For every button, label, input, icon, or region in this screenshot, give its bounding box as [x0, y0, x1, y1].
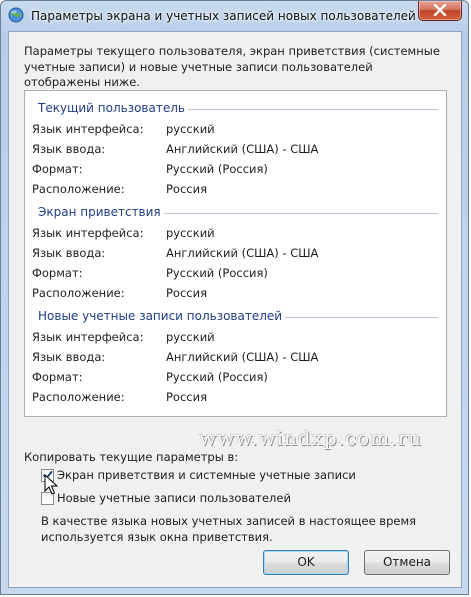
setting-label: Формат: — [32, 370, 83, 384]
setting-label: Расположение: — [32, 182, 125, 196]
close-button[interactable] — [418, 1, 462, 21]
setting-label: Язык ввода: — [32, 246, 106, 260]
setting-value: Русский (Россия) — [166, 162, 268, 176]
setting-label: Язык интерфейса: — [32, 122, 144, 136]
setting-label: Формат: — [32, 162, 83, 176]
section-divider — [153, 213, 438, 214]
section-divider — [175, 109, 438, 110]
setting-row — [32, 390, 432, 408]
setting-label: Язык интерфейса: — [32, 226, 144, 240]
window-title: Параметры экрана и учетных записей новых пользователей — [31, 9, 416, 23]
section-title: Текущий пользователь — [38, 101, 188, 115]
copy-settings-label: Копировать текущие параметры в: — [24, 450, 239, 464]
setting-row — [32, 162, 432, 180]
cancel-button[interactable]: Отмена — [364, 550, 450, 575]
setting-row — [32, 226, 432, 244]
setting-label: Язык ввода: — [32, 350, 106, 364]
setting-row — [32, 286, 432, 304]
checkbox-label: Новые учетные записи пользователей — [57, 491, 291, 505]
checkbox-label: Экран приветствия и системные учетные записи — [57, 468, 356, 482]
settings-panel — [24, 90, 447, 417]
setting-label: Формат: — [32, 266, 83, 280]
note-text: В качестве языка новых учетных записей в настоящее время используется язык окна приветствия. — [41, 514, 417, 544]
setting-label: Расположение: — [32, 390, 125, 404]
setting-value: Английский (США) - США — [166, 350, 319, 364]
title-bar[interactable] — [1, 1, 468, 31]
setting-row — [32, 246, 432, 264]
setting-value: русский — [166, 122, 215, 136]
setting-value: Английский (США) - США — [166, 142, 319, 156]
setting-row — [32, 122, 432, 140]
setting-label: Расположение: — [32, 286, 125, 300]
cursor-icon — [44, 474, 58, 496]
dialog-body — [8, 31, 462, 588]
close-icon — [433, 4, 447, 16]
setting-row — [32, 182, 432, 200]
setting-row — [32, 266, 432, 284]
section-title: Экран приветствия — [38, 205, 164, 219]
setting-label: Язык ввода: — [32, 142, 106, 156]
setting-label: Язык интерфейса: — [32, 330, 144, 344]
setting-row — [32, 350, 432, 368]
section-title: Новые учетные записи пользователей — [38, 309, 285, 323]
setting-value: русский — [166, 226, 215, 240]
setting-value: Россия — [166, 182, 208, 196]
setting-value: русский — [166, 330, 215, 344]
setting-value: Английский (США) - США — [166, 246, 319, 260]
globe-icon — [8, 7, 24, 23]
setting-row — [32, 330, 432, 348]
setting-value: Россия — [166, 390, 208, 404]
ok-button[interactable]: OK — [263, 550, 349, 575]
setting-row — [32, 370, 432, 388]
setting-value: Русский (Россия) — [166, 266, 268, 280]
intro-text: Параметры текущего пользователя, экран приветствия (системные учетные записи) и новые учетные записи пользователей отображены ниже. — [24, 44, 440, 89]
setting-value: Россия — [166, 286, 208, 300]
setting-row — [32, 142, 432, 160]
setting-value: Русский (Россия) — [166, 370, 268, 384]
watermark: www.windxp.com.ru — [199, 426, 422, 450]
